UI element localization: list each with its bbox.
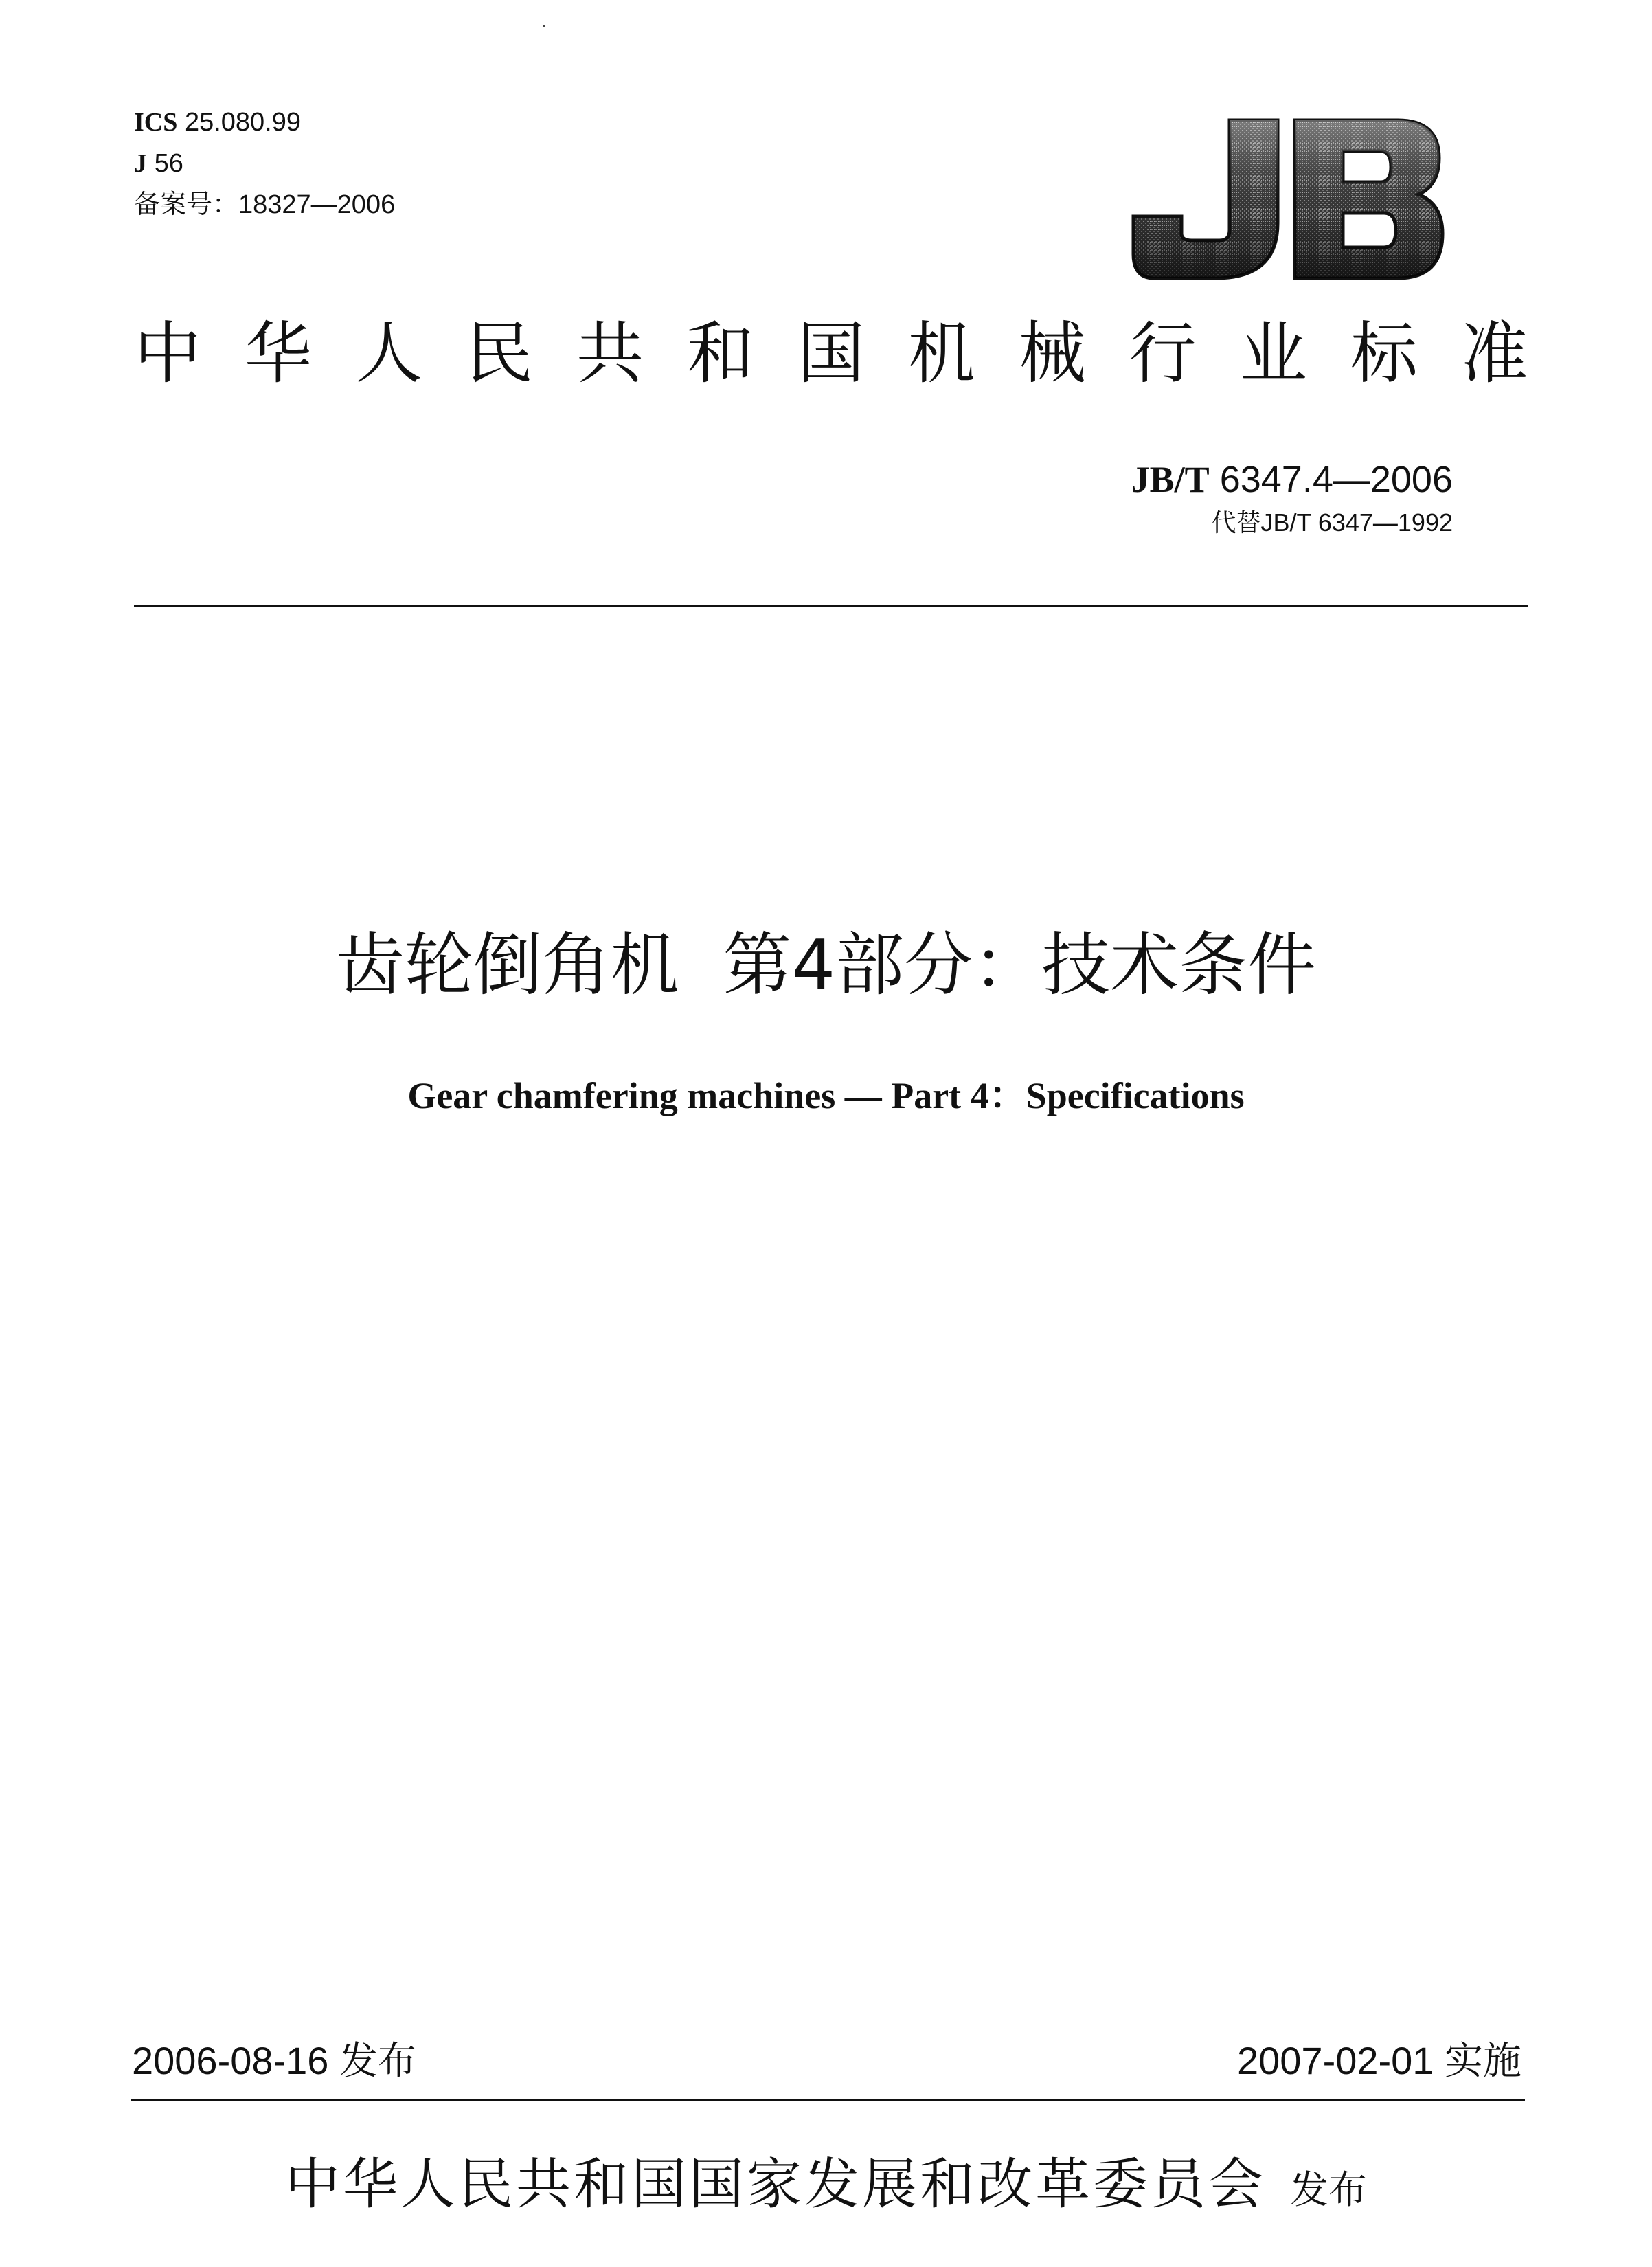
header-char: 械 xyxy=(1018,315,1086,393)
standard-number xyxy=(1131,457,1453,502)
record-number: 备案号：18327—2006 xyxy=(134,190,396,219)
replaces-standard: 代替JB/T 6347—1992 xyxy=(1211,508,1453,537)
header-char: 国 xyxy=(797,315,865,393)
standard-category-title xyxy=(134,313,1528,395)
header-char: 标 xyxy=(1350,315,1418,393)
class-code xyxy=(134,143,395,184)
classification-codes xyxy=(134,102,395,225)
standard-number-value: 6347.4—2006 xyxy=(1219,459,1453,500)
effective-date: 2007-02-01 实施 xyxy=(1236,2039,1521,2082)
ics-value: 25.080.99 xyxy=(184,108,301,137)
ics-code xyxy=(134,102,395,143)
header-char: 民 xyxy=(465,315,533,393)
header-char: 机 xyxy=(907,315,975,393)
header-char: 和 xyxy=(686,315,754,393)
header-char: 中 xyxy=(134,315,202,393)
header-char: 行 xyxy=(1129,315,1197,393)
document-title-chinese: 齿轮倒角机 第4部分：技术条件 xyxy=(335,925,1317,1005)
header-divider xyxy=(134,605,1528,607)
header-char: 华 xyxy=(244,315,312,393)
ics-label: ICS xyxy=(134,108,178,137)
jb-logo xyxy=(1127,113,1449,285)
footer-divider xyxy=(131,2099,1525,2101)
header-char: 共 xyxy=(576,315,644,393)
standard-prefix: JB/T xyxy=(1131,459,1210,500)
header-char: 人 xyxy=(354,315,422,393)
header-char: 准 xyxy=(1460,315,1528,393)
header-char: 业 xyxy=(1239,315,1307,393)
standard-number-block xyxy=(1131,457,1453,541)
class-value: 56 xyxy=(154,149,183,178)
jb-logo-graphic xyxy=(1127,113,1449,285)
publisher-line xyxy=(0,2147,1652,2222)
class-label: J xyxy=(134,149,147,178)
issue-date: 2006-08-16 发布 xyxy=(132,2039,417,2082)
document-title-english: Gear chamfering machines — Part 4：Specifications xyxy=(407,1075,1245,1116)
scan-speck xyxy=(543,25,545,27)
publisher-action: 发布 xyxy=(1290,2168,1368,2213)
publisher-organization: 中华人民共和国国家发展和改革委员会 xyxy=(284,2152,1266,2216)
